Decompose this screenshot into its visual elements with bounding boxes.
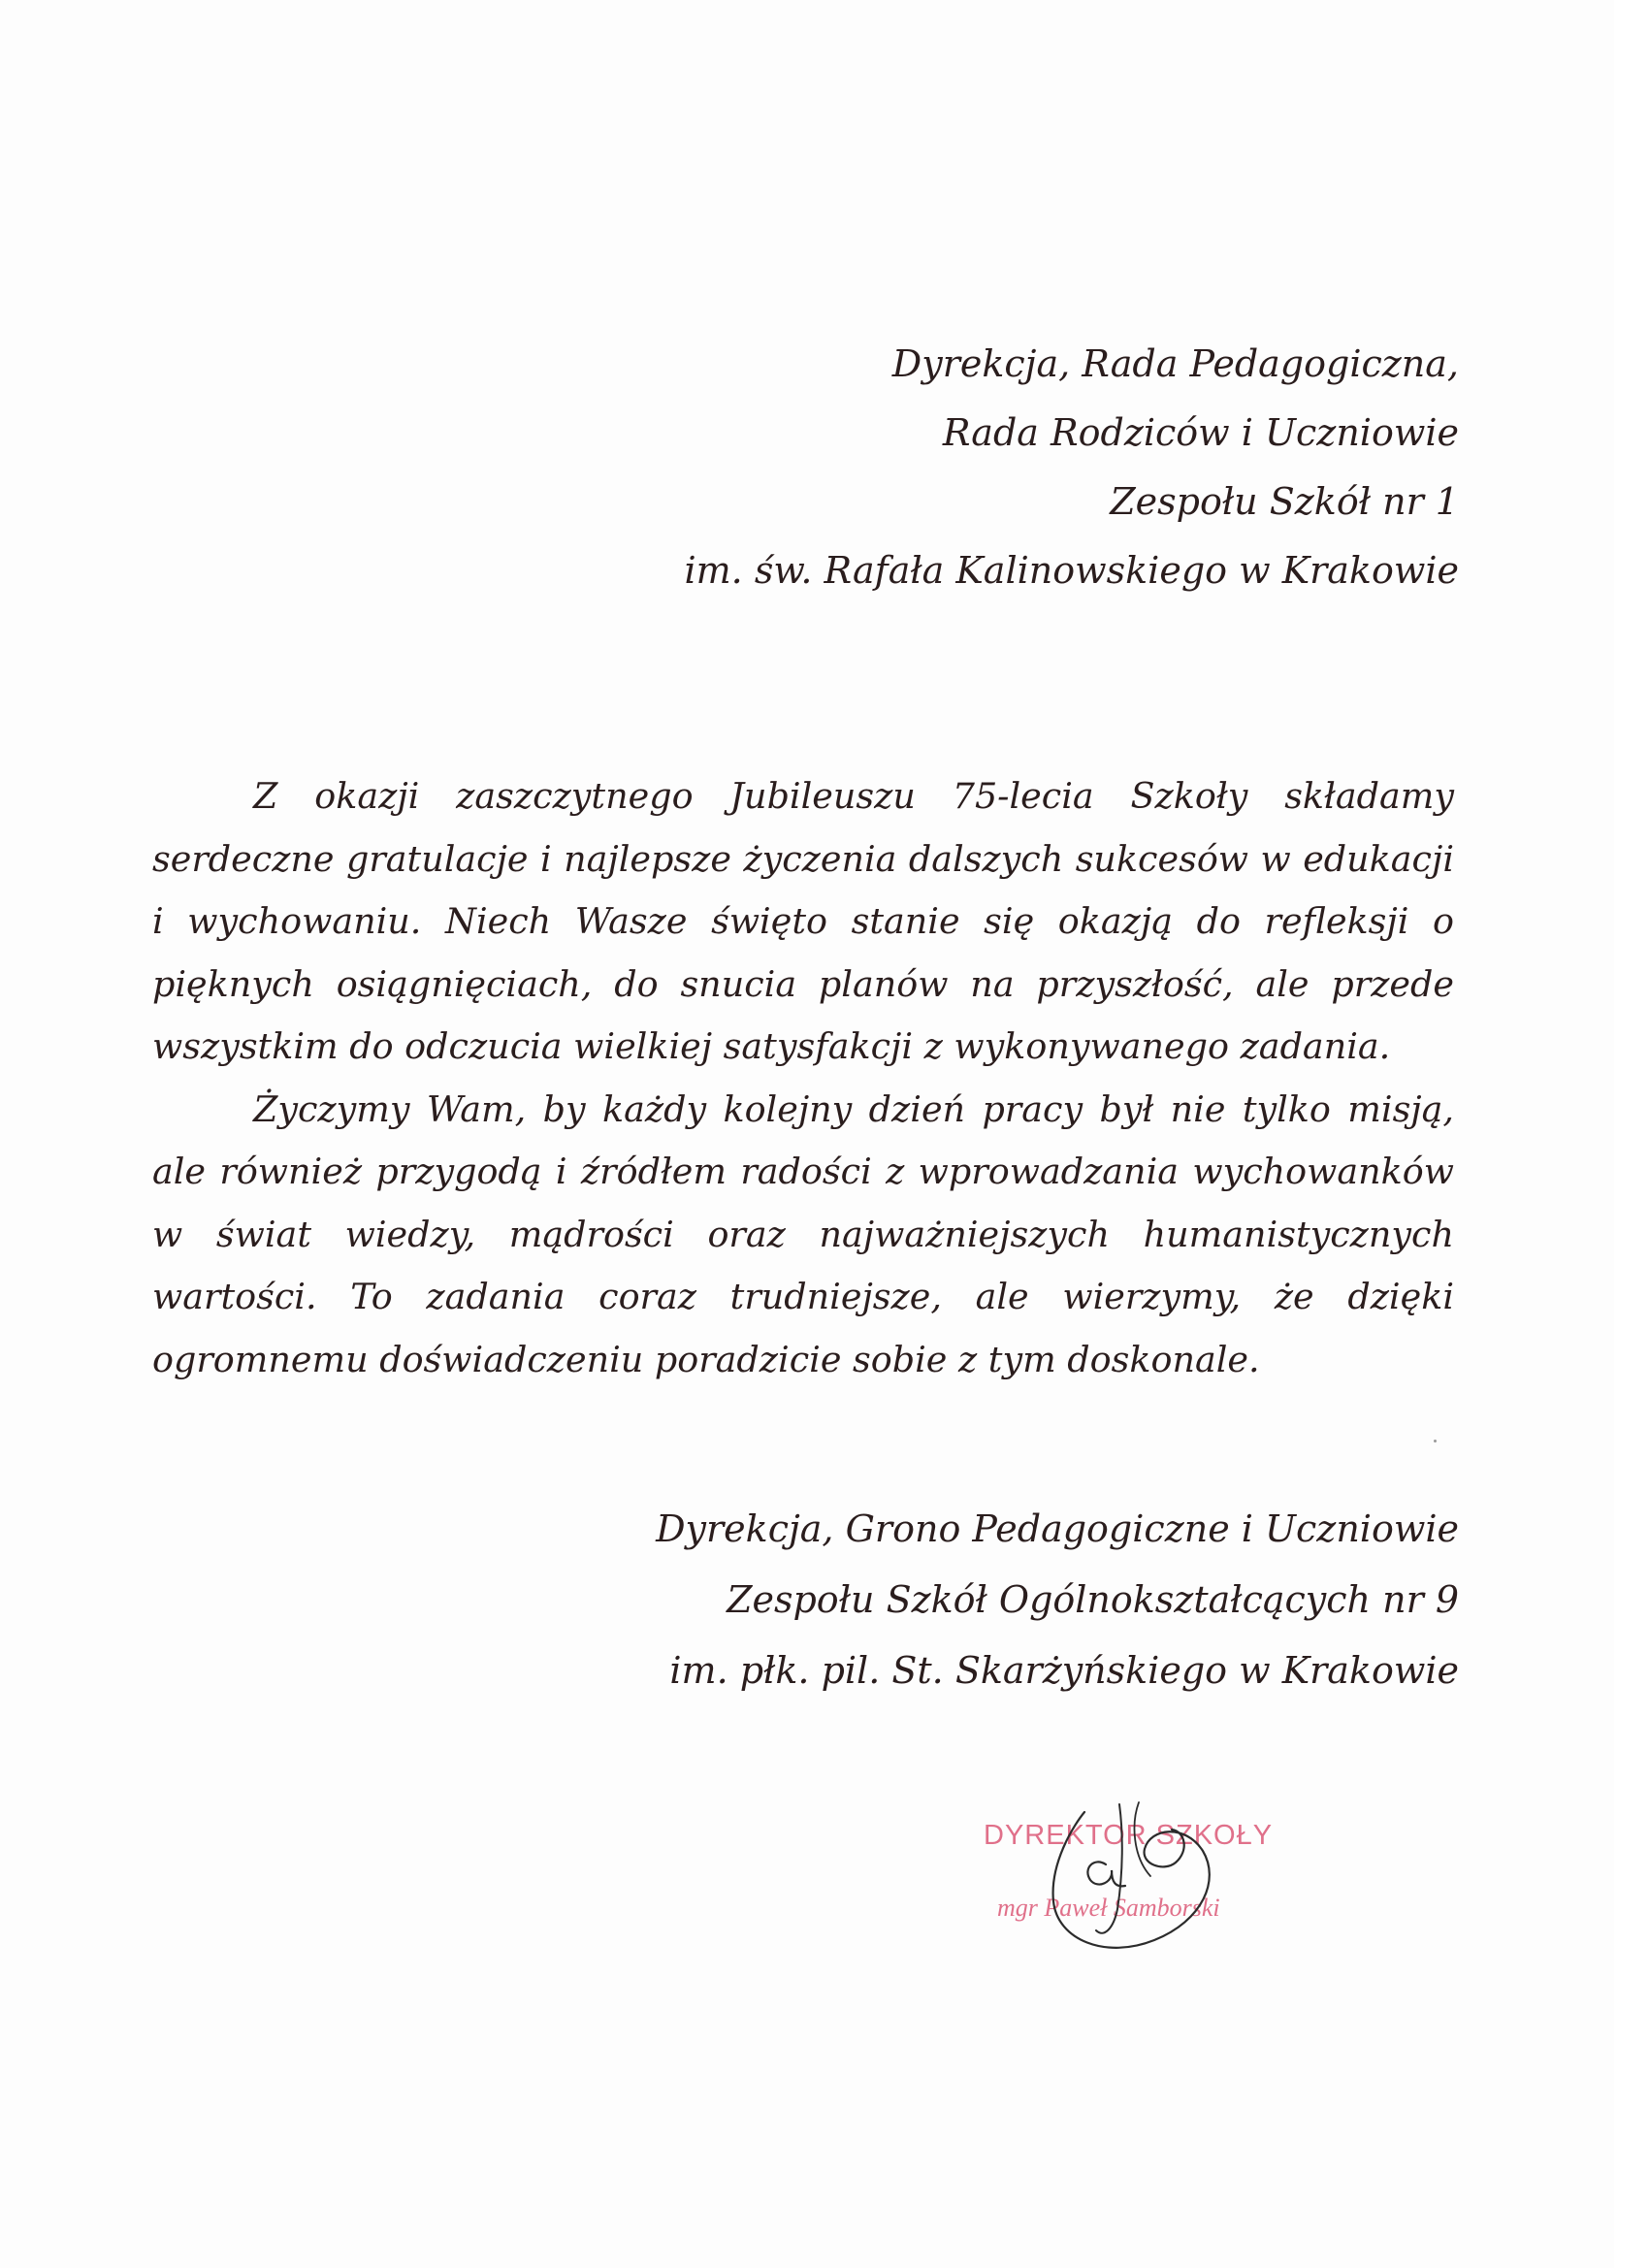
body-paragraph: Życzymy Wam, by każdy kolejny dzień pracy był nie tylko misją, ale również przygodą i źródłem radości z wprowadzania wychowanków w świat wiedzy, mądrości oraz najważniejszych humanistycznych wartości. To zadania coraz trudniejsze, ale wierzymy, że dzięki ogromnemu doświadczeniu poradzicie sobie z tym doskonale. bbox=[152, 1087, 1454, 1380]
addressee-line: Zespołu Szkół nr 1 bbox=[1110, 480, 1459, 523]
addressee-line: im. św. Rafała Kalinowskiego w Krakowie bbox=[684, 549, 1459, 592]
scan-margin bbox=[1614, 0, 1649, 2268]
director-stamp bbox=[960, 1795, 1329, 1960]
addressee-block bbox=[684, 330, 1459, 605]
body-paragraph: Z okazji zaszczytnego Jubileuszu 75-lecia Szkoły składamy serdeczne gratulacje i najlepsze życzenia dalszych sukcesów w edukacji i wychowaniu. Niech Wasze święto stanie się okazją do refleksji o pięknych osiągnięciach, do snucia planów na przyszłość, ale przede wszystkim do odczucia wielkiej satysfakcji z wykonywanego zadania. bbox=[152, 775, 1454, 1067]
sender-line: im. płk. pil. St. Skarżyńskiego w Krakowie bbox=[669, 1649, 1459, 1692]
stamp-title: DYREKTOR SZKOŁY bbox=[984, 1820, 1274, 1851]
scan-speck bbox=[1434, 1440, 1437, 1442]
stamp-name: mgr Paweł Samborski bbox=[997, 1894, 1220, 1922]
letter-body bbox=[152, 765, 1454, 1391]
sender-line: Zespołu Szkół Ogólnokształcących nr 9 bbox=[727, 1578, 1459, 1621]
sender-block bbox=[656, 1494, 1459, 1706]
addressee-line: Rada Rodziców i Uczniowie bbox=[942, 411, 1459, 454]
sender-line: Dyrekcja, Grono Pedagogiczne i Uczniowie bbox=[656, 1507, 1459, 1550]
addressee-line: Dyrekcja, Rada Pedagogiczna, bbox=[891, 342, 1459, 385]
